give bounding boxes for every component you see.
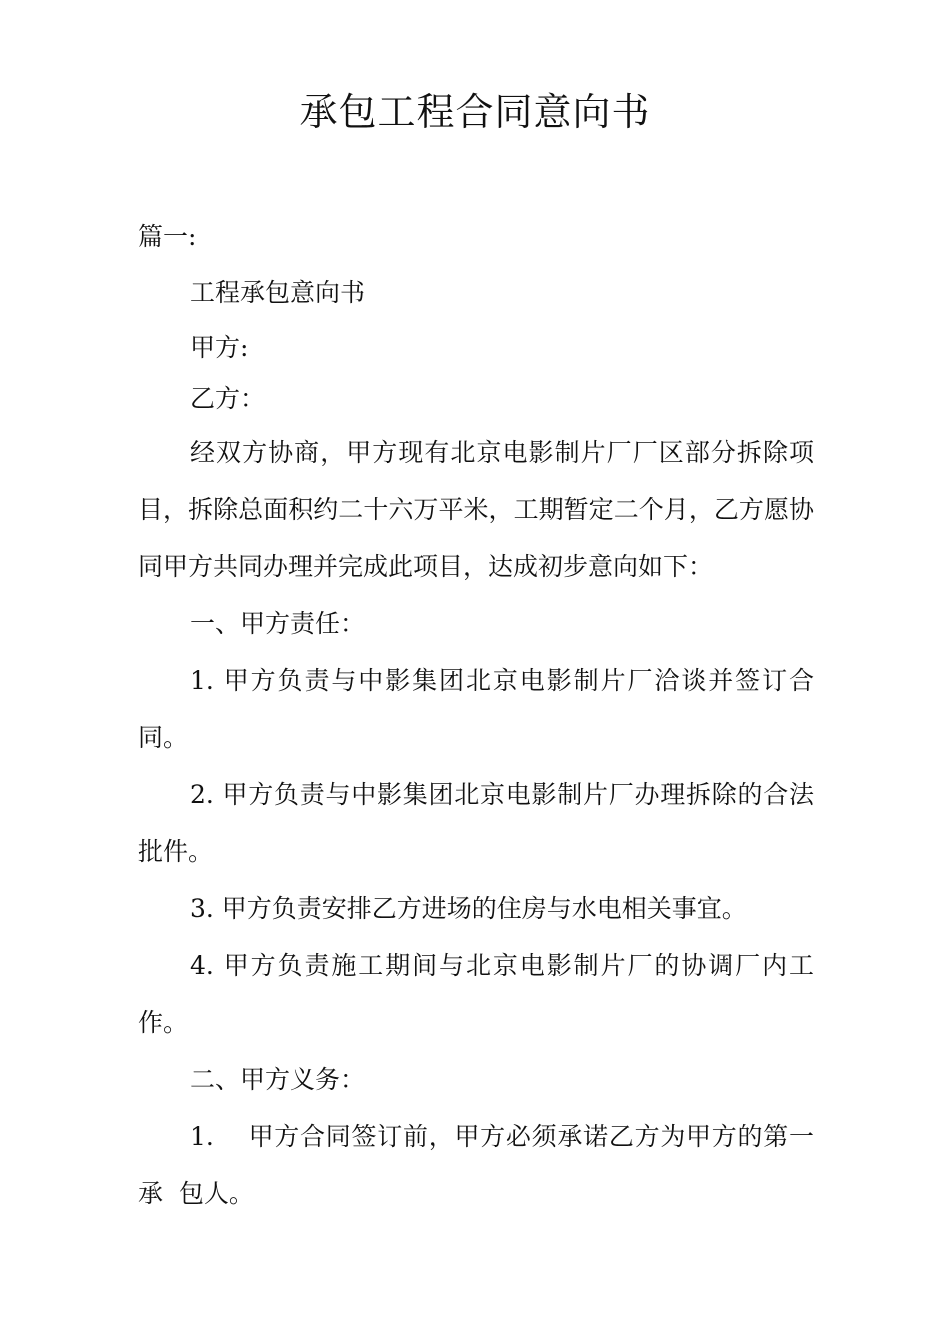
section-heading: 一、甲方责任： [190, 609, 366, 638]
section-heading: 篇一: [138, 222, 197, 251]
document-title: 承包工程合同意向书 [299, 90, 651, 134]
list-item: 2. 甲方负责与中影集团北京电影制片厂办理拆除的合法批件。 [138, 780, 814, 866]
party-a-label: 甲方: [190, 333, 249, 362]
subtitle: 工程承包意向书 [190, 278, 366, 307]
document-body-indented [138, 264, 814, 1222]
document-body [138, 208, 814, 265]
section-heading: 二、甲方义务： [190, 1065, 366, 1094]
list-item: 3. 甲方负责安排乙方进场的住房与水电相关事宜。 [190, 894, 747, 923]
list-item: 4. 甲方负责施工期间与北京电影制片厂的协调厂内工作。 [138, 951, 814, 1037]
list-item: 1. 甲方合同签订前，甲方必须承诺乙方为甲方的第一承 包人。 [138, 1122, 814, 1208]
list-item: 1. 甲方负责与中影集团北京电影制片厂洽谈并签订合同。 [138, 666, 814, 752]
intro-paragraph: 经双方协商，甲方现有北京电影制片厂厂区部分拆除项目，拆除总面积约二十六万平米，工期暂定二个月，乙方愿协同甲方共同办理并完成此项目，达成初步意向如下： [138, 438, 814, 581]
party-b-label: 乙方： [190, 384, 266, 413]
